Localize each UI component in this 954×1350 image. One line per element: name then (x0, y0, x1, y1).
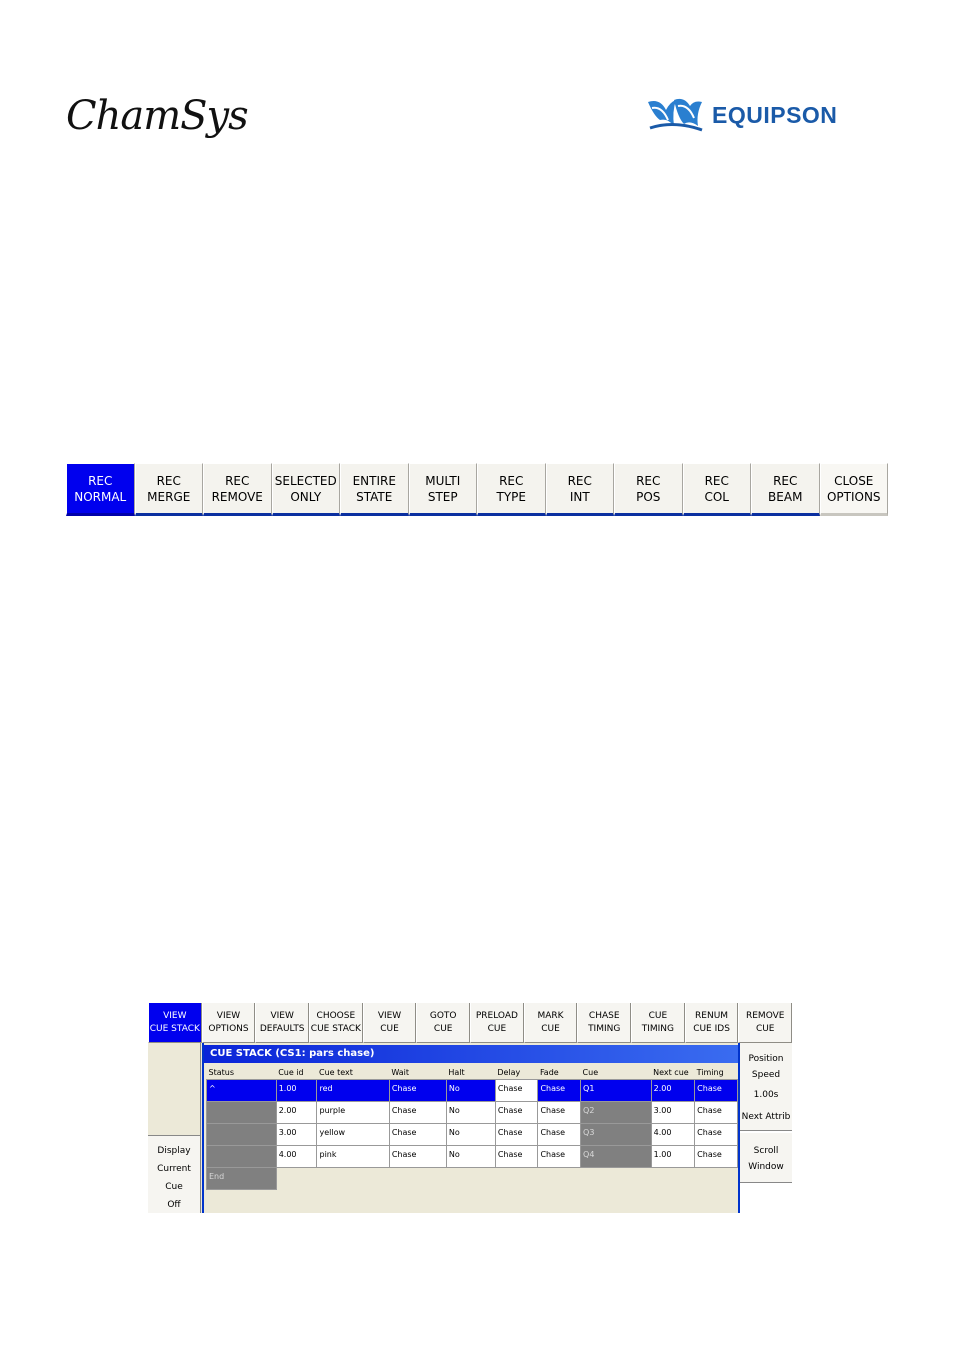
cell-timing[interactable]: Chase (695, 1146, 738, 1168)
cell-fade[interactable]: Chase (538, 1080, 581, 1102)
equipson-logo (644, 96, 894, 142)
empty-cell (651, 1168, 695, 1190)
cell-next-cue[interactable]: 4.00 (651, 1124, 695, 1146)
button-label-line1: PRELOAD (475, 1010, 518, 1021)
button-label-line1: REC (88, 473, 113, 488)
cell-cue-id[interactable]: 4.00 (276, 1146, 317, 1168)
cell-fade[interactable]: Chase (538, 1102, 581, 1124)
rec-int-button[interactable] (546, 463, 615, 516)
cell-cue[interactable]: Q4 (581, 1146, 652, 1168)
button-label-line2: CUE IDS (693, 1023, 730, 1034)
cell-cue[interactable]: Q1 (581, 1080, 652, 1102)
button-label-line1: REC (636, 473, 661, 488)
cue-timing-button[interactable] (631, 1003, 685, 1043)
cell-timing[interactable]: Chase (695, 1080, 738, 1102)
choose-cue-stack-button[interactable] (309, 1003, 363, 1043)
table-row[interactable] (207, 1146, 738, 1168)
button-label-line1: CHASE (588, 1010, 620, 1021)
speed-value: 1.00s (753, 1090, 779, 1100)
button-label-line2: NORMAL (74, 489, 127, 504)
display-label: Display (157, 1146, 191, 1156)
cell-cue[interactable]: Q2 (581, 1102, 652, 1124)
empty-cell (446, 1168, 495, 1190)
cell-wait[interactable]: Chase (389, 1146, 446, 1168)
entire-state-button[interactable] (340, 463, 409, 516)
button-label-line1: CHOOSE (316, 1010, 356, 1021)
button-label-line1: MARK (537, 1010, 564, 1021)
multi-step-button[interactable] (409, 463, 478, 516)
cell-wait[interactable]: Chase (389, 1124, 446, 1146)
rec-type-button[interactable] (477, 463, 546, 516)
column-header[interactable]: Wait (389, 1065, 446, 1080)
cell-cue-id[interactable]: 2.00 (276, 1102, 317, 1124)
cell-cue-id[interactable]: 3.00 (276, 1124, 317, 1146)
view-cue-stack-button[interactable] (148, 1003, 202, 1043)
renum-cue-ids-button[interactable] (685, 1003, 739, 1043)
cell-halt[interactable]: No (446, 1124, 495, 1146)
column-header[interactable]: Halt (446, 1065, 495, 1080)
cell-wait[interactable]: Chase (389, 1102, 446, 1124)
equipson-wordmark: EQUIPSON (712, 102, 838, 128)
cell-status[interactable] (207, 1124, 277, 1146)
button-label-line2: STATE (356, 489, 393, 504)
view-defaults-button[interactable] (255, 1003, 309, 1043)
cell-timing[interactable]: Chase (695, 1124, 738, 1146)
empty-cell (389, 1168, 446, 1190)
column-header[interactable]: Cue (581, 1065, 652, 1080)
selected-only-button[interactable] (272, 463, 341, 516)
button-label-line2: CUE (541, 1023, 560, 1034)
column-header[interactable]: Fade (538, 1065, 581, 1080)
empty-cell (276, 1168, 317, 1190)
column-header[interactable]: Next cue (651, 1065, 695, 1080)
button-label-line2: CUE (755, 1023, 775, 1034)
end-cell[interactable]: End (207, 1168, 277, 1190)
cell-halt[interactable]: No (446, 1102, 495, 1124)
cue-stack-window (148, 1003, 792, 1213)
cell-delay[interactable]: Chase (495, 1146, 538, 1168)
button-label-line1: VIEW (216, 1010, 241, 1021)
button-label-line1: REC (225, 473, 250, 488)
column-header[interactable]: Status (207, 1065, 277, 1080)
cell-cue-text[interactable]: purple (317, 1102, 389, 1124)
equipson-emblem-icon (644, 96, 708, 142)
preload-cue-button[interactable] (470, 1003, 524, 1043)
button-label-line2: CUE (380, 1023, 399, 1034)
left-side-panel (148, 1043, 201, 1213)
button-label-line1: CUE (648, 1010, 668, 1021)
button-label-line1: REC (156, 473, 181, 488)
empty-cell (695, 1168, 738, 1190)
button-label-line2: INT (569, 489, 590, 504)
rec-normal-button[interactable] (66, 463, 135, 516)
button-label-line1: CLOSE (834, 473, 874, 488)
cell-cue-text[interactable]: red (317, 1080, 389, 1102)
button-label-line1: GOTO (429, 1010, 457, 1021)
cell-delay[interactable]: Chase (495, 1102, 538, 1124)
cell-next-cue[interactable]: 1.00 (651, 1146, 695, 1168)
button-label-line2: TIMING (641, 1023, 675, 1034)
cell-halt[interactable]: No (446, 1146, 495, 1168)
button-label-line1: REC (773, 473, 798, 488)
cell-delay[interactable]: Chase (495, 1124, 538, 1146)
button-label-line2: ONLY (290, 489, 322, 504)
cell-status[interactable]: ^ (207, 1080, 277, 1102)
button-label-line1: ENTIRE (352, 473, 396, 488)
cue-stack-titlebar: CUE STACK (CS1: pars chase) (204, 1045, 738, 1063)
empty-cell (538, 1168, 581, 1190)
window-label: Window (748, 1162, 784, 1172)
button-label-line1: VIEW (163, 1010, 187, 1021)
table-header-row (207, 1065, 738, 1080)
column-header[interactable]: Cue id (276, 1065, 317, 1080)
button-label-line2: CUE STACK (310, 1023, 361, 1034)
table-row[interactable] (207, 1080, 738, 1102)
cell-delay[interactable]: Chase (495, 1080, 538, 1102)
cell-fade[interactable]: Chase (538, 1146, 581, 1168)
cell-next-cue[interactable]: 3.00 (651, 1102, 695, 1124)
cue-stack-table (206, 1065, 738, 1190)
button-label-line2: DEFAULTS (259, 1023, 305, 1034)
empty-cell (495, 1168, 538, 1190)
cell-halt[interactable]: No (446, 1080, 495, 1102)
button-label-line2: OPTIONS (826, 489, 881, 504)
rec-merge-button[interactable] (135, 463, 204, 516)
button-label-line1: REC (567, 473, 592, 488)
rec-remove-button[interactable] (203, 463, 272, 516)
button-label-line2: CUE STACK (149, 1023, 200, 1034)
column-header[interactable]: Delay (495, 1065, 538, 1080)
column-header[interactable]: Timing (695, 1065, 738, 1080)
column-header[interactable]: Cue text (317, 1065, 389, 1080)
table-row-end[interactable] (207, 1168, 738, 1190)
button-label-line2: TYPE (496, 489, 526, 504)
close-options-button[interactable] (820, 463, 889, 516)
button-label-line2: COL (704, 489, 729, 504)
view-cue-button[interactable] (363, 1003, 417, 1043)
button-label-line2: OPTIONS (208, 1023, 249, 1034)
empty-cell (317, 1168, 389, 1190)
speed-label: Speed (751, 1070, 781, 1080)
position-speed-button[interactable] (740, 1043, 792, 1131)
cue-stack-toolbar (148, 1003, 792, 1043)
display-current-cue-button[interactable] (148, 1135, 200, 1213)
button-label-line2: BEAM (768, 489, 803, 504)
button-label-line1: REC (704, 473, 729, 488)
button-label-line2: TIMING (588, 1023, 621, 1034)
button-label-line1: RENUM (695, 1010, 729, 1021)
button-label-line2: MERGE (147, 489, 191, 504)
button-label-line1: VIEW (270, 1010, 294, 1021)
cell-cue-id[interactable]: 1.00 (276, 1080, 317, 1102)
chase-timing-button[interactable] (577, 1003, 631, 1043)
cell-cue-text[interactable]: yellow (317, 1124, 389, 1146)
next-attrib-label: Next Attrib (741, 1112, 791, 1122)
rec-beam-button[interactable] (751, 463, 820, 516)
button-label-line1: VIEW (377, 1010, 402, 1021)
cell-cue[interactable]: Q3 (581, 1124, 652, 1146)
current-cue-label: Current Cue (157, 1164, 191, 1192)
cell-wait[interactable]: Chase (389, 1080, 446, 1102)
view-options-button[interactable] (202, 1003, 256, 1043)
position-label: Position (748, 1054, 784, 1064)
table-row[interactable] (207, 1124, 738, 1146)
button-label-line2: CUE (487, 1023, 507, 1034)
goto-cue-button[interactable] (416, 1003, 470, 1043)
right-side-panel (738, 1043, 792, 1213)
mark-cue-button[interactable] (524, 1003, 578, 1043)
remove-cue-button[interactable] (738, 1003, 792, 1043)
empty-cell (581, 1168, 652, 1190)
scroll-label: Scroll (753, 1146, 779, 1156)
cell-timing[interactable]: Chase (695, 1102, 738, 1124)
button-label-line1: REMOVE (745, 1010, 785, 1021)
scroll-window-button[interactable] (740, 1133, 792, 1183)
table-row[interactable] (207, 1102, 738, 1124)
cell-cue-text[interactable]: pink (317, 1146, 389, 1168)
button-label-line1: MULTI (425, 473, 461, 488)
record-options-toolbar (66, 463, 888, 516)
chamsys-logo: ChamSys (66, 93, 248, 139)
cell-fade[interactable]: Chase (538, 1124, 581, 1146)
button-label-line2: CUE (433, 1023, 453, 1034)
cell-next-cue[interactable]: 2.00 (651, 1080, 695, 1102)
button-label-line1: SELECTED (274, 473, 337, 488)
rec-pos-button[interactable] (614, 463, 683, 516)
rec-col-button[interactable] (683, 463, 752, 516)
button-label-line2: REMOVE (211, 489, 263, 504)
button-label-line2: POS (636, 489, 661, 504)
cell-status[interactable] (207, 1146, 277, 1168)
button-label-line2: STEP (427, 489, 458, 504)
display-state-value: Off (167, 1200, 181, 1210)
cell-status[interactable] (207, 1102, 277, 1124)
button-label-line1: REC (499, 473, 524, 488)
cue-stack-pane (202, 1043, 738, 1213)
